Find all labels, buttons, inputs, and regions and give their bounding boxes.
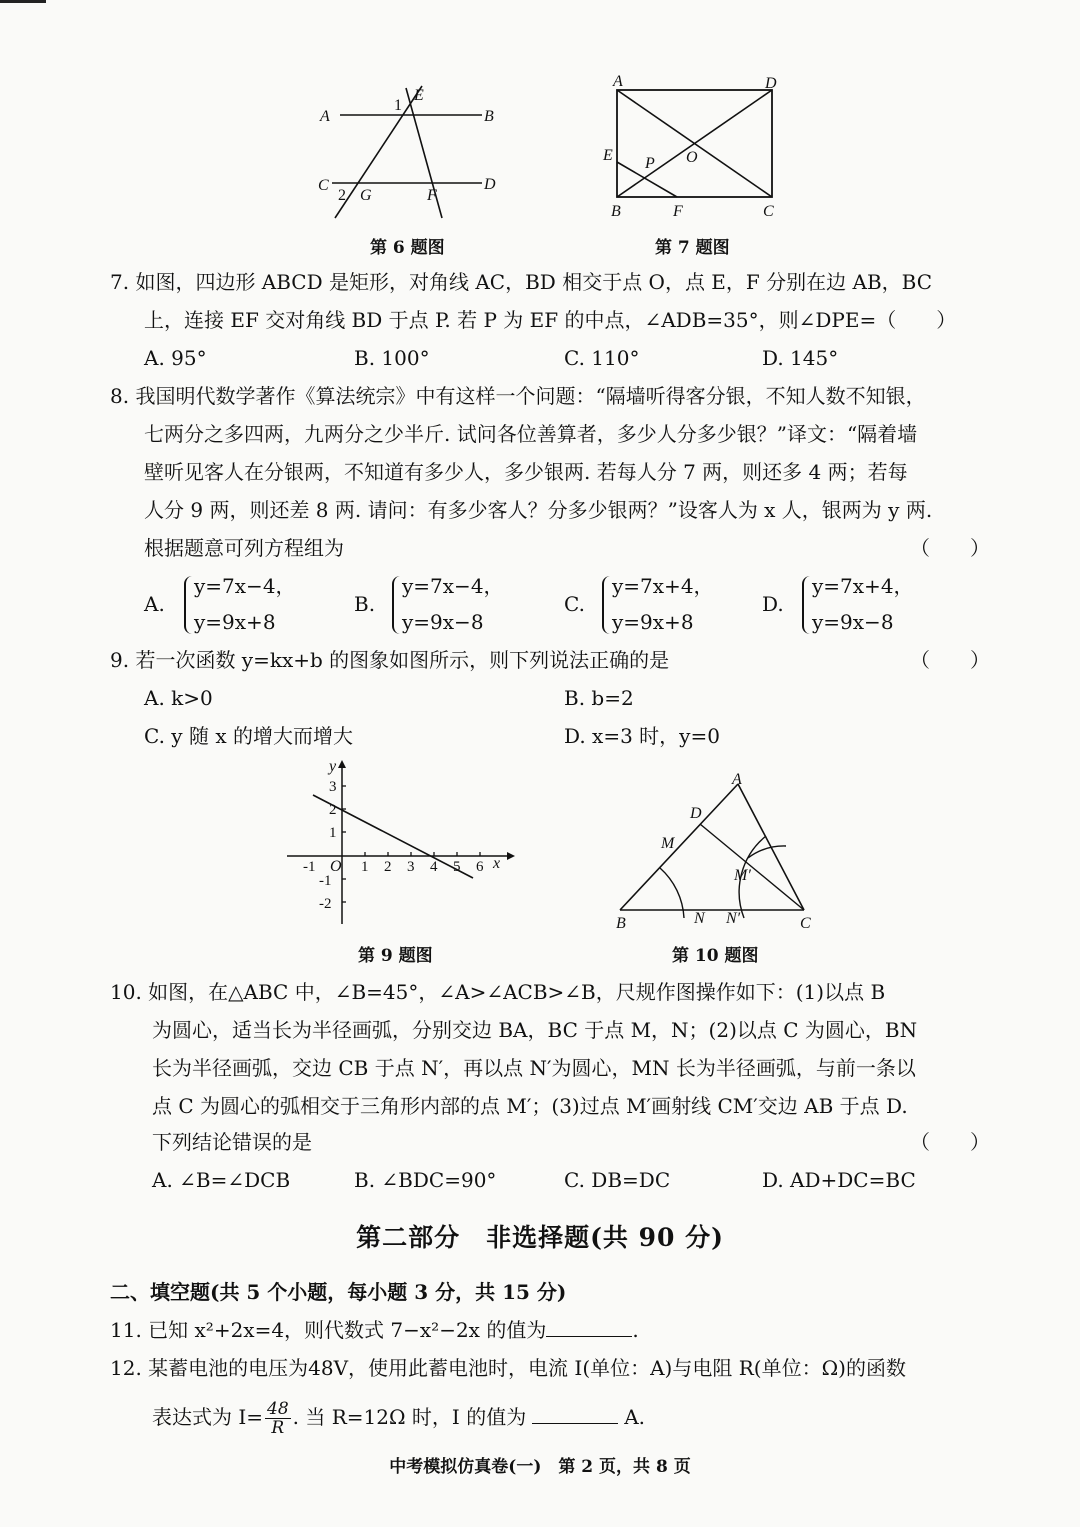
label-a: A bbox=[320, 108, 330, 125]
tick-y-3: 3 bbox=[329, 779, 337, 795]
tick-x-4: 4 bbox=[430, 859, 438, 875]
label-f: F bbox=[673, 203, 683, 220]
q9-option-d: D. x=3 时，y=0 bbox=[564, 724, 720, 748]
figure-7 bbox=[595, 72, 795, 222]
caption-fig9: 第 9 题图 bbox=[358, 946, 433, 966]
label-e: E bbox=[603, 147, 613, 164]
scan-mark bbox=[0, 0, 46, 3]
q8-option-d-eq2: y=9x−8 bbox=[812, 610, 894, 634]
q8-line4: 人分 9 两，则还差 8 两. 请问：有多少客人？分多少银两？”设客人为 x 人，银两为 y 两. bbox=[144, 498, 933, 522]
label-angle-1: 1 bbox=[394, 97, 402, 114]
q8-option-a-eq2: y=9x+8 bbox=[194, 610, 276, 634]
label-p: P bbox=[645, 155, 655, 172]
q8-option-c-eq2: y=9x+8 bbox=[612, 610, 694, 634]
caption-fig10: 第 10 题图 bbox=[672, 946, 759, 966]
q8-option-b-eq2: y=9x−8 bbox=[402, 610, 484, 634]
q7-option-d: D. 145° bbox=[762, 346, 839, 370]
label-n-prime: N′ bbox=[726, 910, 741, 927]
caption-fig6: 第 6 题图 bbox=[370, 238, 445, 258]
label-o: O bbox=[686, 149, 698, 166]
label-x: x bbox=[493, 855, 501, 872]
label-origin: O bbox=[330, 858, 342, 875]
tick-x-1: 1 bbox=[361, 859, 369, 875]
label-c: C bbox=[763, 203, 774, 220]
q10-option-c: C. DB=DC bbox=[564, 1168, 671, 1192]
q9-answer-paren: （ ） bbox=[910, 648, 990, 672]
q8-line2: 七两分之多四两，九两分之少半斤. 试问各位善算者，多少人分多少银？”译文：“隔着墙 bbox=[144, 422, 918, 446]
label-d: D bbox=[765, 75, 777, 92]
q8-option-d-eq1: y=7x+4， bbox=[812, 574, 914, 598]
label-d: D bbox=[690, 805, 702, 822]
line-eg bbox=[335, 86, 422, 218]
axis-ticks bbox=[342, 786, 480, 902]
q8-option-c-label: C. bbox=[564, 592, 585, 616]
q10-answer-paren: （ ） bbox=[910, 1130, 990, 1154]
q12-fraction bbox=[265, 1400, 291, 1437]
q9-stem: 9. 若一次函数 y=kx+b 的图象如图所示，则下列说法正确的是 bbox=[110, 648, 670, 672]
tick-x-2: 2 bbox=[384, 859, 392, 875]
figure-10 bbox=[608, 768, 828, 933]
q9-option-a: A. k>0 bbox=[144, 686, 213, 710]
label-d: D bbox=[484, 176, 496, 193]
tick-y-2: 2 bbox=[329, 802, 337, 818]
x-axis-arrow bbox=[507, 852, 515, 860]
q12-text: . 当 R=12Ω 时，I 的值为 bbox=[292, 1405, 527, 1429]
label-m-prime: M′ bbox=[734, 867, 751, 884]
section-fill-in-heading: 二、填空题(共 5 个小题，每小题 3 分，共 15 分) bbox=[110, 1280, 567, 1304]
part-2-title: 第二部分 非选择题(共 90 分) bbox=[356, 1223, 724, 1252]
q12-line1: 12. 某蓄电池的电压为48V，使用此蓄电池时，电流 I(单位：A)与电阻 R(单位：Ω)的函数 bbox=[110, 1356, 906, 1380]
q8-option-c-eq1: y=7x+4， bbox=[612, 574, 714, 598]
q12-unit: A. bbox=[624, 1405, 646, 1429]
label-n: N bbox=[694, 910, 705, 927]
side-ba bbox=[620, 784, 738, 910]
figure-9 bbox=[285, 758, 515, 928]
q7-option-b: B. 100° bbox=[354, 346, 430, 370]
tick-x-neg1: -1 bbox=[303, 859, 316, 875]
q8-option-d-label: D. bbox=[762, 592, 784, 616]
tick-x-3: 3 bbox=[407, 859, 415, 875]
label-f: F bbox=[427, 187, 437, 204]
label-a: A bbox=[732, 771, 742, 788]
q12-formula-prefix: 表达式为 I= bbox=[152, 1405, 264, 1429]
q10-option-b: B. ∠BDC=90° bbox=[354, 1168, 497, 1192]
tick-x-5: 5 bbox=[453, 859, 461, 875]
q8-line3: 壁听见客人在分银两，不知道有多少人，多少银两. 若每人分 7 两，则还多 4 两；若每 bbox=[144, 460, 908, 484]
q12-line2 bbox=[152, 1400, 645, 1437]
label-y: y bbox=[329, 758, 337, 775]
q8-line1: 8. 我国明代数学著作《算法统宗》中有这样一个问题：“隔墙听得客分银，不知人数不知银， bbox=[110, 384, 926, 408]
tick-x-6: 6 bbox=[476, 859, 484, 875]
q12-answer-blank[interactable] bbox=[532, 1423, 618, 1424]
label-g: G bbox=[360, 187, 372, 204]
q8-option-a-brace bbox=[184, 576, 194, 634]
q8-option-c-brace bbox=[602, 576, 612, 634]
page-footer: 中考模拟仿真卷(一) 第 2 页，共 8 页 bbox=[389, 1457, 691, 1477]
label-angle-2: 2 bbox=[338, 187, 346, 204]
q10-line3: 长为半径画弧，交边 CB 于点 N′，再以点 N′为圆心，MN 长为半径画弧，与前一条以 bbox=[152, 1056, 916, 1080]
tick-y-neg2: -2 bbox=[319, 896, 332, 912]
q8-answer-paren: （ ） bbox=[910, 536, 990, 560]
q8-option-b-eq1: y=7x−4， bbox=[402, 574, 504, 598]
q10-option-d: D. AD+DC=BC bbox=[762, 1168, 916, 1192]
label-b: B bbox=[484, 108, 494, 125]
q9-option-c: C. y 随 x 的增大而增大 bbox=[144, 724, 353, 748]
q10-line1: 10. 如图，在△ABC 中，∠B=45°，∠A>∠ACB>∠B，尺规作图操作如下：(1)以点 B bbox=[110, 980, 886, 1004]
q7-line2: 上，连接 EF 交对角线 BD 于点 P. 若 P 为 EF 的中点，∠ADB=35°，则∠DPE=（ ） bbox=[144, 308, 957, 332]
q12-fraction-denominator: R bbox=[271, 1418, 285, 1438]
label-c: C bbox=[318, 177, 329, 194]
q11-period: . bbox=[632, 1318, 639, 1342]
y-axis-arrow bbox=[338, 760, 346, 768]
label-e: E bbox=[414, 87, 424, 104]
q9-option-b: B. b=2 bbox=[564, 686, 634, 710]
label-c: C bbox=[800, 915, 811, 932]
q8-option-d-brace bbox=[802, 576, 812, 634]
q7-option-c: C. 110° bbox=[564, 346, 640, 370]
q8-option-b-label: B. bbox=[354, 592, 376, 616]
q7-option-a: A. 95° bbox=[144, 346, 207, 370]
label-b: B bbox=[616, 915, 626, 932]
q10-option-a: A. ∠B=∠DCB bbox=[152, 1168, 291, 1192]
label-b: B bbox=[611, 203, 621, 220]
tick-y-neg1: -1 bbox=[319, 873, 332, 889]
q7-line1: 7. 如图，四边形 ABCD 是矩形，对角线 AC，BD 相交于点 O，点 E，F 分别在边 AB，BC bbox=[110, 270, 933, 294]
caption-fig7: 第 7 题图 bbox=[655, 238, 730, 258]
q10-line5: 下列结论错误的是 bbox=[152, 1130, 312, 1154]
q10-line4: 点 C 为圆心的弧相交于三角形内部的点 M′；(3)过点 M′画射线 CM′交边 AB 于点 D. bbox=[152, 1094, 908, 1118]
label-m: M bbox=[661, 835, 675, 852]
q8-option-a-eq1: y=7x−4， bbox=[194, 574, 296, 598]
q11-answer-blank[interactable] bbox=[546, 1336, 632, 1337]
q11 bbox=[110, 1316, 639, 1344]
q10-line2: 为圆心，适当长为半径画弧，分别交边 BA，BC 于点 M，N；(2)以点 C 为圆心，BN bbox=[152, 1018, 918, 1042]
q8-option-b-brace bbox=[392, 576, 402, 634]
q8-option-a-label: A. bbox=[144, 592, 165, 616]
tick-y-1: 1 bbox=[329, 825, 337, 841]
label-a: A bbox=[613, 73, 623, 90]
q11-text: 11. 已知 x²+2x=4，则代数式 7−x²−2x 的值为 bbox=[110, 1318, 547, 1342]
figure-6 bbox=[310, 78, 520, 228]
ray-cd bbox=[700, 824, 804, 910]
q8-line5: 根据题意可列方程组为 bbox=[144, 536, 344, 560]
q12-fraction-numerator: 48 bbox=[267, 1399, 289, 1419]
